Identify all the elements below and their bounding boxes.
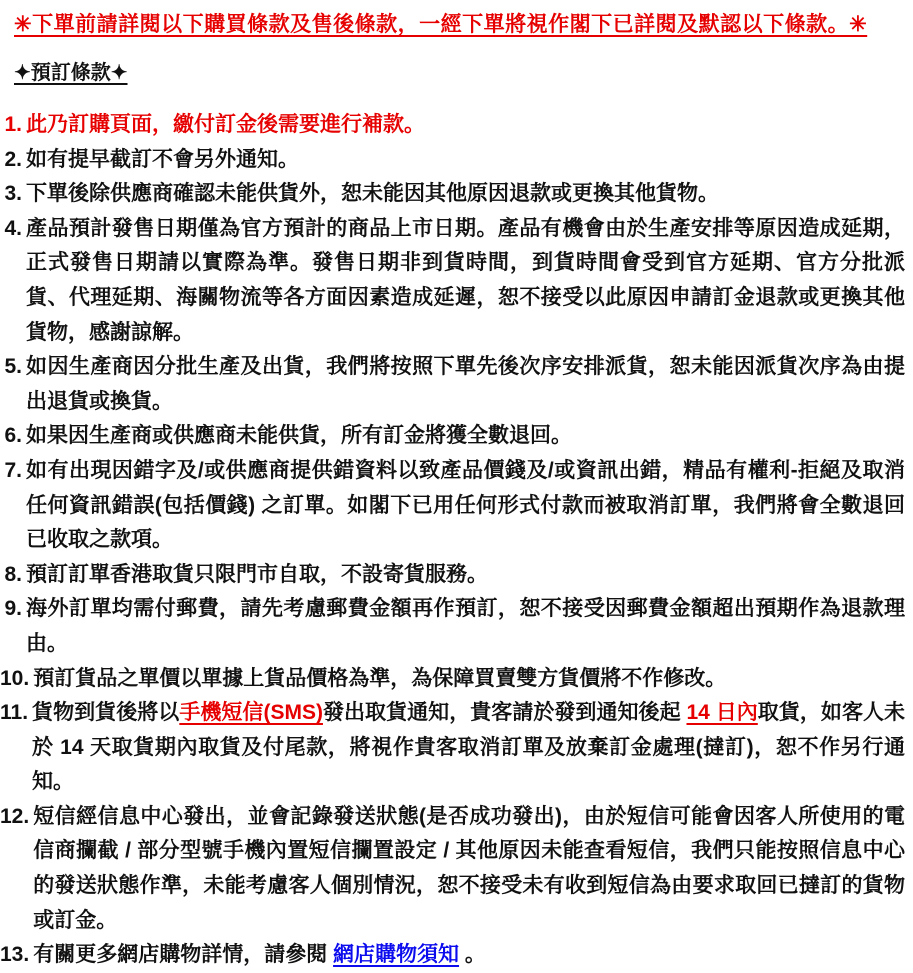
term-text-segment: 短信經信息中心發出，並會記錄發送狀態(是否成功發出)，由於短信可能會因客人所使用的電信商攔截 / 部分型號手機內置短信攔置設定 / 其他原因未能查看短信，我們只能按照信息中心的發送狀態作準，未能考慮客人個別情況，恕不接受未有收到短信為由要求取回已撻訂的貨物或訂金。: [33, 804, 905, 932]
term-number: 4.: [4, 216, 22, 240]
term-text: [33, 800, 905, 938]
term-number: 13.: [0, 943, 30, 967]
term-item-6: [0, 419, 905, 454]
term-text-segment: 取貨，如客人未於 14 天取貨期內取貨及付尾款，將視作貴客取消訂單及放棄訂金處理(撻訂)，恕不作另行通知。: [32, 701, 906, 794]
term-number: 6.: [4, 424, 22, 448]
pre-order-warning-heading: ✳下單前請詳閱以下購買條款及售後條款，一經下單將視作閣下已詳閱及默認以下條款。✳: [14, 13, 868, 36]
term-text: [26, 592, 905, 661]
term-item-3: [0, 177, 905, 212]
term-item-11: [0, 696, 905, 800]
term-text-segment: 發出取貨通知，貴客請於發到通知後起: [322, 701, 687, 725]
term-text: [33, 662, 905, 697]
term-text: [26, 143, 905, 178]
term-text: [32, 696, 905, 800]
term-text-segment: 如有出現因錯字及/或供應商提供錯資料以致產品價錢及/或資訊出錯，精品有權利-拒絕及取消任何資訊錯誤(包括價錢) 之訂單。如閣下已用任何形式付款而被取消訂單，我們將會全數退回已收取之款項。: [26, 458, 905, 552]
term-number: 2.: [4, 147, 22, 171]
term-text-segment: 產品預計發售日期僅為官方預計的商品上市日期。產品有機會由於生產安排等原因造成延期，正式發售日期請以實際為準。發售日期非到貨時間，到貨時間會受到官方延期、官方分批派貨、代理延期、海關物流等各方面因素造成延遲，恕不接受以此原因申請訂金退款或更換其他貨物，感謝諒解。: [26, 216, 905, 344]
term-number: 7.: [4, 458, 22, 482]
term-item-4: [0, 212, 905, 350]
term-text: [26, 419, 905, 454]
term-number: 8.: [4, 562, 22, 586]
terms-list: [0, 108, 913, 973]
term-text-segment: 如有提早截訂不會另外通知。: [26, 147, 299, 171]
term-text: [26, 177, 905, 212]
term-text: [26, 108, 905, 143]
term-text: [26, 454, 905, 558]
highlight-red-underline: 14 日內: [686, 701, 758, 725]
term-text-segment: 如因生產商因分批生產及出貨，我們將按照下單先後次序安排派貨，恕未能因派貨次序為由提出退貨或換貨。: [26, 355, 905, 413]
term-item-7: [0, 454, 905, 558]
store-shopping-notice-link[interactable]: 網店購物須知: [333, 943, 460, 967]
term-item-8: [0, 558, 905, 593]
term-text-segment: 有關更多網店購物詳情，請參閱: [33, 943, 334, 967]
term-text-segment: 。: [459, 943, 486, 967]
term-number: 10.: [0, 666, 30, 690]
term-item-9: [0, 592, 905, 661]
term-item-10: [0, 662, 905, 697]
term-number: 1.: [4, 113, 22, 136]
term-text: [33, 938, 905, 973]
term-text-segment: 下單後除供應商確認未能供貨外，恕未能因其他原因退款或更換其他貨物。: [26, 182, 719, 206]
term-number: 5.: [4, 355, 22, 379]
term-text-segment: 貨物到貨後將以: [32, 701, 180, 725]
term-text-segment: 預訂訂單香港取貨只限門市自取，不設寄貨服務。: [26, 562, 488, 586]
term-item-13: [0, 938, 905, 973]
highlight-red-underline: 手機短信(SMS): [179, 701, 323, 725]
term-text-segment: 海外訂單均需付郵費，請先考慮郵費金額再作預訂，恕不接受因郵費金額超出預期作為退款理由。: [26, 597, 905, 655]
term-text-segment: 此乃訂購頁面，繳付訂金後需要進行補款。: [26, 113, 425, 136]
term-text-segment: 如果因生產商或供應商未能供貨，所有訂金將獲全數退回。: [26, 424, 572, 448]
term-item-12: [0, 800, 905, 938]
term-item-2: [0, 143, 905, 178]
term-number: 11.: [0, 701, 29, 725]
term-text: [26, 212, 905, 350]
term-number: 9.: [4, 597, 22, 621]
term-number: 12.: [0, 804, 30, 828]
term-item-5: [0, 350, 905, 419]
term-text: [26, 350, 905, 419]
section-title-preorder-terms: ✦預訂條款✦: [14, 62, 128, 84]
term-text: [26, 558, 905, 593]
term-text-segment: 預訂貨品之單價以單據上貨品價格為準，為保障買賣雙方貨價將不作修改。: [33, 666, 727, 690]
term-item-1: [0, 108, 905, 143]
term-number: 3.: [4, 182, 22, 206]
